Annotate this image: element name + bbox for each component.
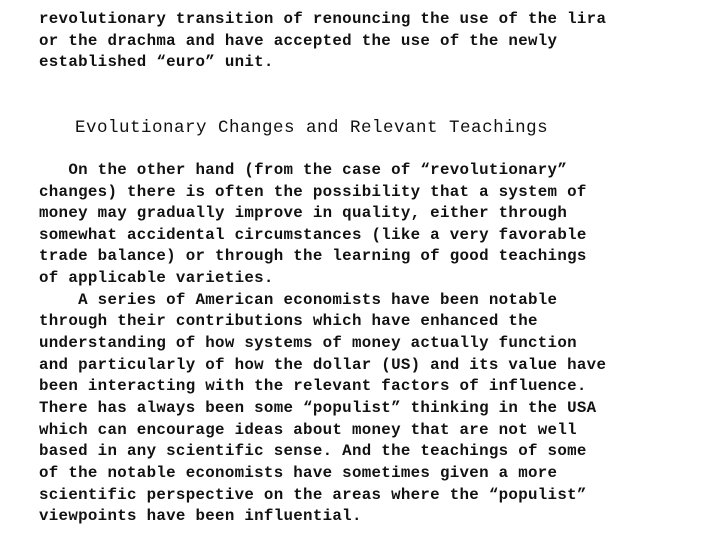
text-line: changes) there is often the possibility that a system of <box>39 182 587 201</box>
paragraph-american-economists <box>39 290 699 528</box>
text-line: revolutionary transition of renouncing the use of the lira <box>39 10 607 28</box>
text-line: through their contributions which have enhanced the <box>39 312 538 331</box>
text-line: understanding of how systems of money actually function <box>39 334 577 353</box>
text-line: or the drachma and have accepted the use of the newly <box>39 31 558 50</box>
section-heading: Evolutionary Changes and Relevant Teachings <box>75 117 549 138</box>
text-line: been interacting with the relevant factors of influence. <box>39 377 587 396</box>
paragraph-evolutionary-changes <box>39 160 699 290</box>
text-line: money may gradually improve in quality, either through <box>39 204 568 223</box>
text-line: On the other hand (from the case of “revolutionary” <box>39 160 568 179</box>
text-line: and particularly of how the dollar (US) and its value have <box>39 355 607 374</box>
text-line: of the notable economists have sometimes given a more <box>39 463 558 482</box>
text-line: of applicable varieties. <box>39 269 274 288</box>
text-line: trade balance) or through the learning of good teachings <box>39 247 587 266</box>
document-page <box>39 9 699 528</box>
intro-paragraph <box>39 9 699 74</box>
text-line: somewhat accidental circumstances (like a very favorable <box>39 225 587 244</box>
text-line: viewpoints have been influential. <box>39 507 362 526</box>
text-line: There has always been some “populist” thinking in the USA <box>39 398 597 417</box>
spacer <box>39 140 699 160</box>
text-line: which can encourage ideas about money that are not well <box>39 420 577 439</box>
text-line: A series of American economists have been notable <box>39 290 558 309</box>
text-line: established “euro” unit. <box>39 53 274 72</box>
text-line: scientific perspective on the areas where the “populist” <box>39 485 587 504</box>
text-line: based in any scientific sense. And the teachings of some <box>39 442 587 461</box>
